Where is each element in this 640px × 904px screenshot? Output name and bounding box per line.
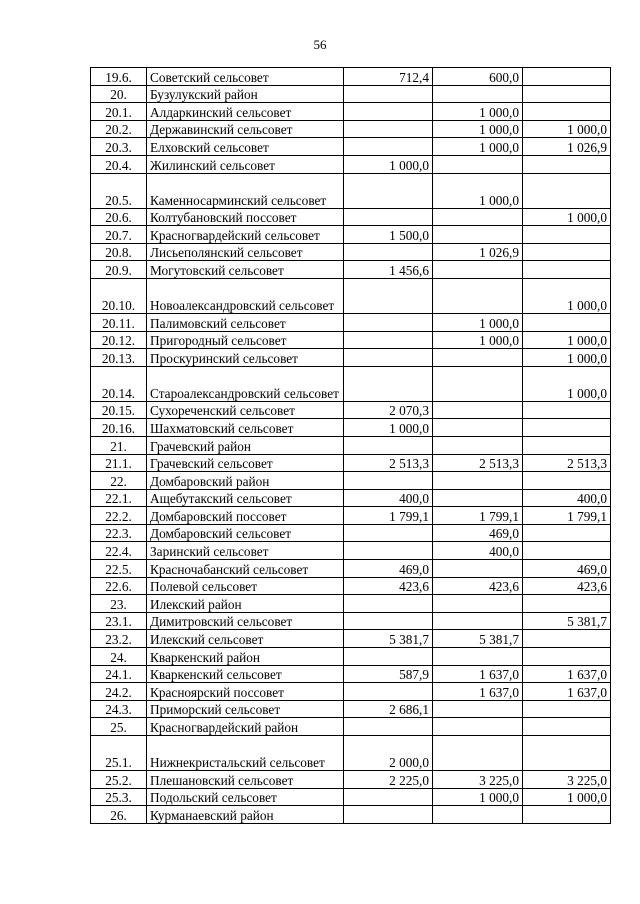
value-2-cell: 1 000,0 (433, 788, 523, 806)
value-2-cell (433, 85, 523, 103)
value-3-cell (523, 261, 611, 279)
value-1-cell: 1 799,1 (344, 507, 433, 525)
value-1-cell: 1 456,6 (344, 261, 433, 279)
value-3-cell (523, 806, 611, 824)
value-3-cell: 1 000,0 (523, 331, 611, 349)
row-number-cell: 20.11. (91, 313, 147, 331)
value-1-cell (344, 85, 433, 103)
row-name-cell: Красногвардейский район (147, 718, 344, 736)
value-3-cell (523, 103, 611, 121)
value-1-cell (344, 595, 433, 613)
value-1-cell: 400,0 (344, 489, 433, 507)
value-2-cell (433, 419, 523, 437)
row-name-cell: Приморский сельсовет (147, 700, 344, 718)
row-name-cell: Димитровский сельсовет (147, 612, 344, 630)
value-1-cell (344, 278, 433, 313)
value-2-cell: 423,6 (433, 577, 523, 595)
row-name-cell: Кваркенский район (147, 648, 344, 666)
value-1-cell (344, 349, 433, 367)
row-number-cell: 20.14. (91, 366, 147, 401)
row-number-cell: 25.3. (91, 788, 147, 806)
table-row (91, 208, 611, 226)
table-row (91, 700, 611, 718)
value-3-cell (523, 419, 611, 437)
row-number-cell: 22.2. (91, 507, 147, 525)
table-row (91, 507, 611, 525)
value-3-cell: 469,0 (523, 560, 611, 578)
row-name-cell: Домбаровский поссовет (147, 507, 344, 525)
table-row (91, 718, 611, 736)
row-name-cell: Лисьеполянский сельсовет (147, 243, 344, 261)
value-1-cell (344, 331, 433, 349)
table-row (91, 472, 611, 490)
row-name-cell: Каменносарминский сельсовет (147, 173, 344, 208)
table-row (91, 771, 611, 789)
value-2-cell (433, 401, 523, 419)
table-row (91, 577, 611, 595)
value-3-cell: 1 000,0 (523, 278, 611, 313)
value-3-cell: 1 637,0 (523, 665, 611, 683)
row-name-cell: Державинский сельсовет (147, 120, 344, 138)
row-number-cell: 22.5. (91, 560, 147, 578)
row-name-cell: Бузулукский район (147, 85, 344, 103)
table-row (91, 68, 611, 86)
row-number-cell: 21. (91, 436, 147, 454)
table-body (91, 68, 611, 824)
table-row (91, 454, 611, 472)
row-name-cell: Палимовский сельсовет (147, 313, 344, 331)
row-name-cell: Елховский сельсовет (147, 138, 344, 156)
row-number-cell: 22.3. (91, 524, 147, 542)
row-number-cell: 20.6. (91, 208, 147, 226)
value-1-cell: 712,4 (344, 68, 433, 86)
row-name-cell: Заринский сельсовет (147, 542, 344, 560)
value-3-cell (523, 736, 611, 771)
value-2-cell (433, 648, 523, 666)
value-1-cell (344, 718, 433, 736)
row-number-cell: 20.10. (91, 278, 147, 313)
value-3-cell: 400,0 (523, 489, 611, 507)
table-row (91, 401, 611, 419)
value-3-cell: 5 381,7 (523, 612, 611, 630)
row-number-cell: 20.2. (91, 120, 147, 138)
row-name-cell: Грачевский сельсовет (147, 454, 344, 472)
value-1-cell: 2 070,3 (344, 401, 433, 419)
row-name-cell: Домбаровский сельсовет (147, 524, 344, 542)
value-3-cell: 1 637,0 (523, 683, 611, 701)
value-1-cell (344, 173, 433, 208)
value-2-cell (433, 700, 523, 718)
value-3-cell: 3 225,0 (523, 771, 611, 789)
value-1-cell (344, 806, 433, 824)
value-1-cell (344, 208, 433, 226)
value-1-cell: 2 225,0 (344, 771, 433, 789)
row-name-cell: Сухореченский сельсовет (147, 401, 344, 419)
row-name-cell: Алдаркинский сельсовет (147, 103, 344, 121)
row-name-cell: Кваркенский сельсовет (147, 665, 344, 683)
value-2-cell (433, 595, 523, 613)
table-row (91, 349, 611, 367)
value-1-cell: 2 686,1 (344, 700, 433, 718)
value-1-cell (344, 472, 433, 490)
row-name-cell: Красноярский поссовет (147, 683, 344, 701)
value-3-cell: 1 000,0 (523, 366, 611, 401)
table-row (91, 436, 611, 454)
value-2-cell: 1 000,0 (433, 313, 523, 331)
row-number-cell: 20.3. (91, 138, 147, 156)
value-3-cell (523, 226, 611, 244)
row-name-cell: Илекский район (147, 595, 344, 613)
value-2-cell (433, 436, 523, 454)
row-name-cell: Могутовский сельсовет (147, 261, 344, 279)
value-2-cell: 1 000,0 (433, 331, 523, 349)
row-name-cell: Красногвардейский сельсовет (147, 226, 344, 244)
table-row (91, 138, 611, 156)
row-number-cell: 20.1. (91, 103, 147, 121)
value-2-cell: 1 799,1 (433, 507, 523, 525)
value-2-cell: 469,0 (433, 524, 523, 542)
value-2-cell: 1 637,0 (433, 665, 523, 683)
value-2-cell (433, 806, 523, 824)
row-name-cell: Домбаровский район (147, 472, 344, 490)
value-1-cell (344, 120, 433, 138)
row-number-cell: 23.2. (91, 630, 147, 648)
row-number-cell: 20.16. (91, 419, 147, 437)
value-3-cell: 423,6 (523, 577, 611, 595)
row-name-cell: Староалександровский сельсовет (147, 366, 344, 401)
value-3-cell: 1 000,0 (523, 208, 611, 226)
value-1-cell (344, 542, 433, 560)
row-name-cell: Красночабанский сельсовет (147, 560, 344, 578)
table-row (91, 85, 611, 103)
table-row (91, 612, 611, 630)
table-row (91, 313, 611, 331)
value-1-cell: 5 381,7 (344, 630, 433, 648)
row-name-cell: Шахматовский сельсовет (147, 419, 344, 437)
value-3-cell (523, 700, 611, 718)
row-name-cell: Подольский сельсовет (147, 788, 344, 806)
row-name-cell: Проскуринский сельсовет (147, 349, 344, 367)
value-2-cell: 1 000,0 (433, 173, 523, 208)
value-3-cell: 1 000,0 (523, 788, 611, 806)
row-name-cell: Плешановский сельсовет (147, 771, 344, 789)
value-3-cell (523, 85, 611, 103)
row-number-cell: 23. (91, 595, 147, 613)
value-3-cell (523, 524, 611, 542)
table-row (91, 243, 611, 261)
value-1-cell (344, 103, 433, 121)
table-row (91, 278, 611, 313)
value-1-cell (344, 648, 433, 666)
row-name-cell: Полевой сельсовет (147, 577, 344, 595)
value-2-cell: 5 381,7 (433, 630, 523, 648)
row-number-cell: 20. (91, 85, 147, 103)
value-2-cell: 1 637,0 (433, 683, 523, 701)
value-2-cell (433, 489, 523, 507)
table-row (91, 226, 611, 244)
row-name-cell: Колтубановский поссовет (147, 208, 344, 226)
table-row (91, 595, 611, 613)
value-2-cell: 400,0 (433, 542, 523, 560)
row-number-cell: 20.15. (91, 401, 147, 419)
value-1-cell (344, 366, 433, 401)
row-name-cell: Илекский сельсовет (147, 630, 344, 648)
row-name-cell: Жилинский сельсовет (147, 155, 344, 173)
row-number-cell: 22.6. (91, 577, 147, 595)
row-number-cell: 20.13. (91, 349, 147, 367)
table-row (91, 173, 611, 208)
table-row (91, 524, 611, 542)
value-3-cell (523, 173, 611, 208)
table-row (91, 648, 611, 666)
value-1-cell: 1 000,0 (344, 419, 433, 437)
row-number-cell: 24. (91, 648, 147, 666)
row-number-cell: 20.9. (91, 261, 147, 279)
table-row (91, 683, 611, 701)
row-number-cell: 20.5. (91, 173, 147, 208)
table-row (91, 155, 611, 173)
value-2-cell: 1 000,0 (433, 138, 523, 156)
value-3-cell (523, 401, 611, 419)
value-3-cell (523, 542, 611, 560)
value-2-cell: 600,0 (433, 68, 523, 86)
value-3-cell (523, 68, 611, 86)
value-2-cell (433, 226, 523, 244)
value-2-cell: 1 000,0 (433, 103, 523, 121)
value-1-cell (344, 243, 433, 261)
row-number-cell: 20.8. (91, 243, 147, 261)
row-number-cell: 25. (91, 718, 147, 736)
value-3-cell (523, 630, 611, 648)
table-row (91, 120, 611, 138)
row-number-cell: 19.6. (91, 68, 147, 86)
value-3-cell (523, 155, 611, 173)
table-row (91, 788, 611, 806)
row-name-cell: Советский сельсовет (147, 68, 344, 86)
value-1-cell: 1 500,0 (344, 226, 433, 244)
table-row (91, 806, 611, 824)
allocation-table (90, 67, 611, 824)
value-3-cell (523, 436, 611, 454)
table-row (91, 103, 611, 121)
page-number: 56 (313, 37, 327, 52)
value-3-cell: 1 026,9 (523, 138, 611, 156)
value-2-cell (433, 472, 523, 490)
value-1-cell (344, 524, 433, 542)
table-row (91, 261, 611, 279)
value-2-cell (433, 261, 523, 279)
table-row (91, 630, 611, 648)
row-number-cell: 24.1. (91, 665, 147, 683)
value-3-cell (523, 243, 611, 261)
value-1-cell: 587,9 (344, 665, 433, 683)
value-1-cell (344, 683, 433, 701)
value-3-cell (523, 718, 611, 736)
value-2-cell (433, 349, 523, 367)
row-number-cell: 25.2. (91, 771, 147, 789)
value-3-cell: 1 799,1 (523, 507, 611, 525)
table-row (91, 560, 611, 578)
value-1-cell: 1 000,0 (344, 155, 433, 173)
table-row (91, 542, 611, 560)
row-name-cell: Новоалександровский сельсовет (147, 278, 344, 313)
row-name-cell: Нижнекристальский сельсовет (147, 736, 344, 771)
row-number-cell: 22.4. (91, 542, 147, 560)
value-3-cell (523, 595, 611, 613)
value-1-cell (344, 436, 433, 454)
row-number-cell: 26. (91, 806, 147, 824)
value-2-cell (433, 718, 523, 736)
value-2-cell (433, 736, 523, 771)
value-2-cell (433, 278, 523, 313)
table-row (91, 331, 611, 349)
value-1-cell (344, 138, 433, 156)
row-name-cell: Грачевский район (147, 436, 344, 454)
value-3-cell (523, 648, 611, 666)
value-2-cell (433, 155, 523, 173)
row-number-cell: 24.2. (91, 683, 147, 701)
table-row (91, 665, 611, 683)
table-row (91, 489, 611, 507)
table-row (91, 736, 611, 771)
value-1-cell (344, 313, 433, 331)
row-number-cell: 20.4. (91, 155, 147, 173)
value-1-cell: 469,0 (344, 560, 433, 578)
row-number-cell: 23.1. (91, 612, 147, 630)
value-3-cell: 2 513,3 (523, 454, 611, 472)
row-number-cell: 22. (91, 472, 147, 490)
table-row (91, 419, 611, 437)
value-3-cell: 1 000,0 (523, 349, 611, 367)
row-name-cell: Ащебутакский сельсовет (147, 489, 344, 507)
row-number-cell: 25.1. (91, 736, 147, 771)
value-1-cell: 2 000,0 (344, 736, 433, 771)
value-1-cell (344, 612, 433, 630)
value-2-cell (433, 366, 523, 401)
value-1-cell: 423,6 (344, 577, 433, 595)
value-2-cell (433, 612, 523, 630)
row-number-cell: 22.1. (91, 489, 147, 507)
value-1-cell: 2 513,3 (344, 454, 433, 472)
row-number-cell: 24.3. (91, 700, 147, 718)
row-number-cell: 20.12. (91, 331, 147, 349)
value-3-cell (523, 472, 611, 490)
value-2-cell: 1 026,9 (433, 243, 523, 261)
row-name-cell: Курманаевский район (147, 806, 344, 824)
table-row (91, 366, 611, 401)
row-number-cell: 20.7. (91, 226, 147, 244)
value-2-cell: 2 513,3 (433, 454, 523, 472)
value-2-cell: 3 225,0 (433, 771, 523, 789)
row-number-cell: 21.1. (91, 454, 147, 472)
value-2-cell (433, 560, 523, 578)
value-3-cell: 1 000,0 (523, 120, 611, 138)
value-3-cell (523, 313, 611, 331)
value-2-cell (433, 208, 523, 226)
value-2-cell: 1 000,0 (433, 120, 523, 138)
row-name-cell: Пригородный сельсовет (147, 331, 344, 349)
value-1-cell (344, 788, 433, 806)
